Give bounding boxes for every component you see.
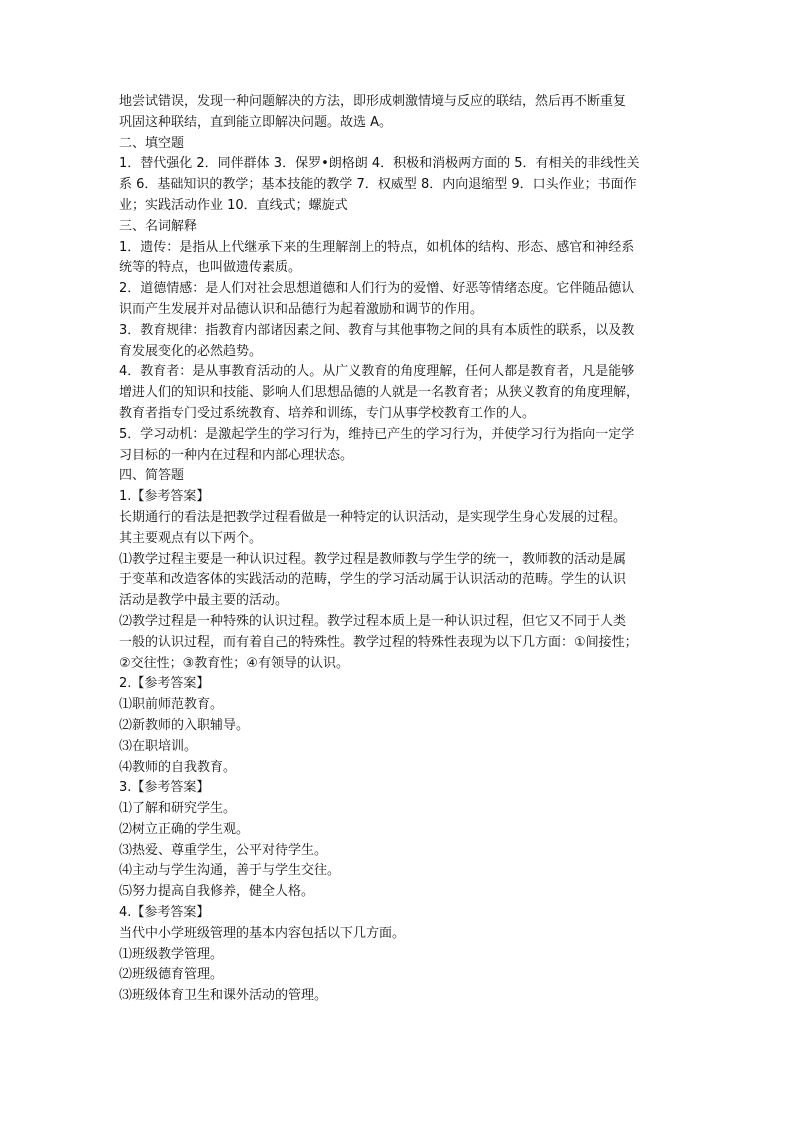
list-item: ⑶热爱、尊重学生，公平对待学生。 [119,842,328,858]
answer-heading: 1.【参考答案】 [119,489,210,505]
list-item: ⑶在职培训。 [119,738,198,754]
list-item: ⑵班级德育管理。 [119,967,224,983]
section-heading: 四、简答题 [119,468,185,484]
answer-heading: 2.【参考答案】 [119,676,210,692]
text-line: 教育者指专门受过系统教育、培养和训练，专门从事学校教育工作的人。 [119,405,536,421]
text-line: 长期通行的看法是把教学过程看做是一种特定的认识活动，是实现学生身心发展的过程。 [119,509,627,525]
list-item: ⑸努力提高自我修养，健全人格。 [119,884,315,900]
text-line: 统等的特点，也叫做遗传素质。 [119,260,302,276]
list-item: ⑷教师的自我教育。 [119,759,237,775]
text-line: 1．替代强化 2．同伴群体 3．保罗•朗格朗 4．积极和消极两方面的 5．有相关的非线性关 [119,156,640,172]
text-line: 5．学习动机：是激起学生的学习行为，维持已产生的学习行为，并使学习行为指向一定学 [119,426,635,442]
answer-heading: 3.【参考答案】 [119,780,210,796]
answer-heading: 4.【参考答案】 [119,905,210,921]
list-item: ⑴了解和研究学生。 [119,801,237,817]
text-line: 4．教育者：是从事教育活动的人。从广义教育的角度理解，任何人都是教育者，凡是能够 [119,364,635,380]
text-line: 2．道德情感：是人们对社会思想道德和人们行为的爱憎、好恶等情绪态度。它伴随品德认 [119,281,635,297]
list-item: ⑴职前师范教育。 [119,697,224,713]
text-line: 巩固这种联结，直到能立即解决问题。故选 A。 [119,114,393,130]
text-line: 业；实践活动作业 10．直线式；螺旋式 [119,197,348,213]
text-line: ⑵教学过程是一种特殊的认识过程。教学过程本质上是一种认识过程，但它又不同于人类 [119,613,627,629]
text-line: 系 6．基础知识的教学；基本技能的教学 7．权威型 8．内向退缩型 9．口头作业；书面作 [119,177,637,193]
text-line: 增进人们的知识和技能、影响人们思想品德的人就是一名教育者；从狭义教育的角度理解， [119,385,640,401]
text-line: 地尝试错误，发现一种问题解决的方法，即形成刺激情境与反应的联结，然后再不断重复 [119,94,627,109]
section-heading: 三、名词解释 [119,218,198,234]
text-line: 育发展变化的必然趋势。 [119,343,263,359]
list-item: ⑷主动与学生沟通，善于与学生交往。 [119,863,341,879]
text-line: ⑴教学过程主要是一种认识过程。教学过程是教师教与学生学的统一，教师教的活动是属 [119,551,627,567]
document-page [119,92,679,1007]
text-line: ②交往性；③教育性；④有领导的认识。 [119,655,349,671]
text-line: 识而产生发展并对品德认识和品德行为起着激励和调节的作用。 [119,301,484,317]
list-item: ⑴班级教学管理。 [119,946,224,962]
section-heading: 二、填空题 [119,135,185,151]
text-line: 活动是教学中最主要的活动。 [119,593,289,609]
list-item: ⑶班级体育卫生和课外活动的管理。 [119,988,328,1004]
text-line: 3．教育规律：指教育内部诸因素之间、教育与其他事物之间的具有本质性的联系，以及教 [119,322,635,338]
text-line: 习目标的一种内在过程和内部心理状态。 [119,447,354,463]
text-line: 当代中小学班级管理的基本内容包括以下几方面。 [119,925,406,941]
text-line: 1．遗传：是指从上代继承下来的生理解剖上的特点，如机体的结构、形态、感官和神经系 [119,239,635,255]
text-line: 于变革和改造客体的实践活动的范畴，学生的学习活动属于认识活动的范畴。学生的认识 [119,572,627,588]
text-line: 其主要观点有以下两个。 [119,530,263,546]
list-item: ⑵树立正确的学生观。 [119,821,250,837]
list-item: ⑵新教师的入职辅导。 [119,717,250,733]
text-line: 一般的认识过程，而有着自己的特殊性。教学过程的特殊性表现为以下几方面：①间接性； [119,634,638,650]
